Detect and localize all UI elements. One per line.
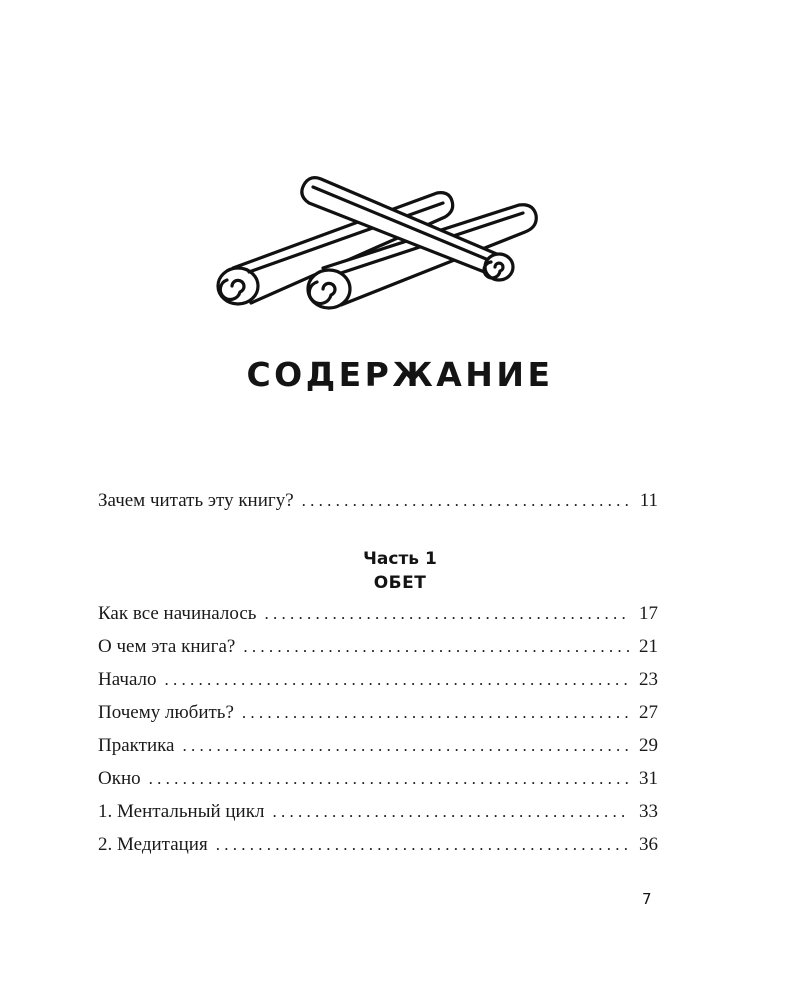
toc-entry[interactable] bbox=[98, 801, 658, 827]
toc-entry-page: 36 bbox=[639, 834, 658, 855]
page-number: 7 bbox=[642, 890, 652, 908]
toc-dot-leader bbox=[216, 835, 630, 855]
toc-entry-title: 1. Ментальный цикл bbox=[98, 801, 265, 822]
page-title: СОДЕРЖАНИЕ bbox=[246, 355, 554, 394]
toc-entry-page: 31 bbox=[639, 768, 658, 789]
toc-entry[interactable] bbox=[98, 834, 658, 860]
toc-entry-title: Практика bbox=[98, 735, 175, 756]
toc-entry-title: Окно bbox=[98, 768, 141, 789]
cinnamon-sticks-icon bbox=[205, 165, 550, 330]
toc-entry-intro[interactable] bbox=[98, 490, 658, 516]
toc-dot-leader bbox=[165, 670, 630, 690]
toc-entry[interactable] bbox=[98, 702, 658, 728]
toc-entry-title: Начало bbox=[98, 669, 157, 690]
toc-dot-leader bbox=[302, 491, 630, 511]
toc-entry-title: Как все начиналось bbox=[98, 603, 257, 624]
toc-entry-page: 17 bbox=[639, 603, 658, 624]
toc-entry-title: 2. Медитация bbox=[98, 834, 208, 855]
toc-dot-leader bbox=[264, 604, 630, 624]
toc-entry[interactable] bbox=[98, 735, 658, 761]
toc-entry[interactable] bbox=[98, 636, 658, 662]
toc-dot-leader bbox=[272, 802, 630, 822]
toc-dot-leader bbox=[243, 637, 630, 657]
toc-entry-page: 23 bbox=[639, 669, 658, 690]
toc-entry[interactable] bbox=[98, 669, 658, 695]
toc-entry-title: О чем эта книга? bbox=[98, 636, 236, 657]
toc-entry-page: 27 bbox=[639, 702, 658, 723]
toc-dot-leader bbox=[242, 703, 630, 723]
toc-entry[interactable] bbox=[98, 603, 658, 629]
toc-entry-page: 21 bbox=[639, 636, 658, 657]
toc-entry-page: 33 bbox=[639, 801, 658, 822]
toc-entry-page: 29 bbox=[639, 735, 658, 756]
toc-dot-leader bbox=[149, 769, 630, 789]
toc-entry-title: Почему любить? bbox=[98, 702, 234, 723]
part-title: ОБЕТ bbox=[373, 573, 427, 593]
toc-entry-title: Зачем читать эту книгу? bbox=[98, 490, 294, 511]
toc-dot-leader bbox=[182, 736, 630, 756]
toc-entry-page: 11 bbox=[639, 490, 658, 511]
toc-entry[interactable] bbox=[98, 768, 658, 794]
part-label: Часть 1 bbox=[363, 549, 437, 569]
